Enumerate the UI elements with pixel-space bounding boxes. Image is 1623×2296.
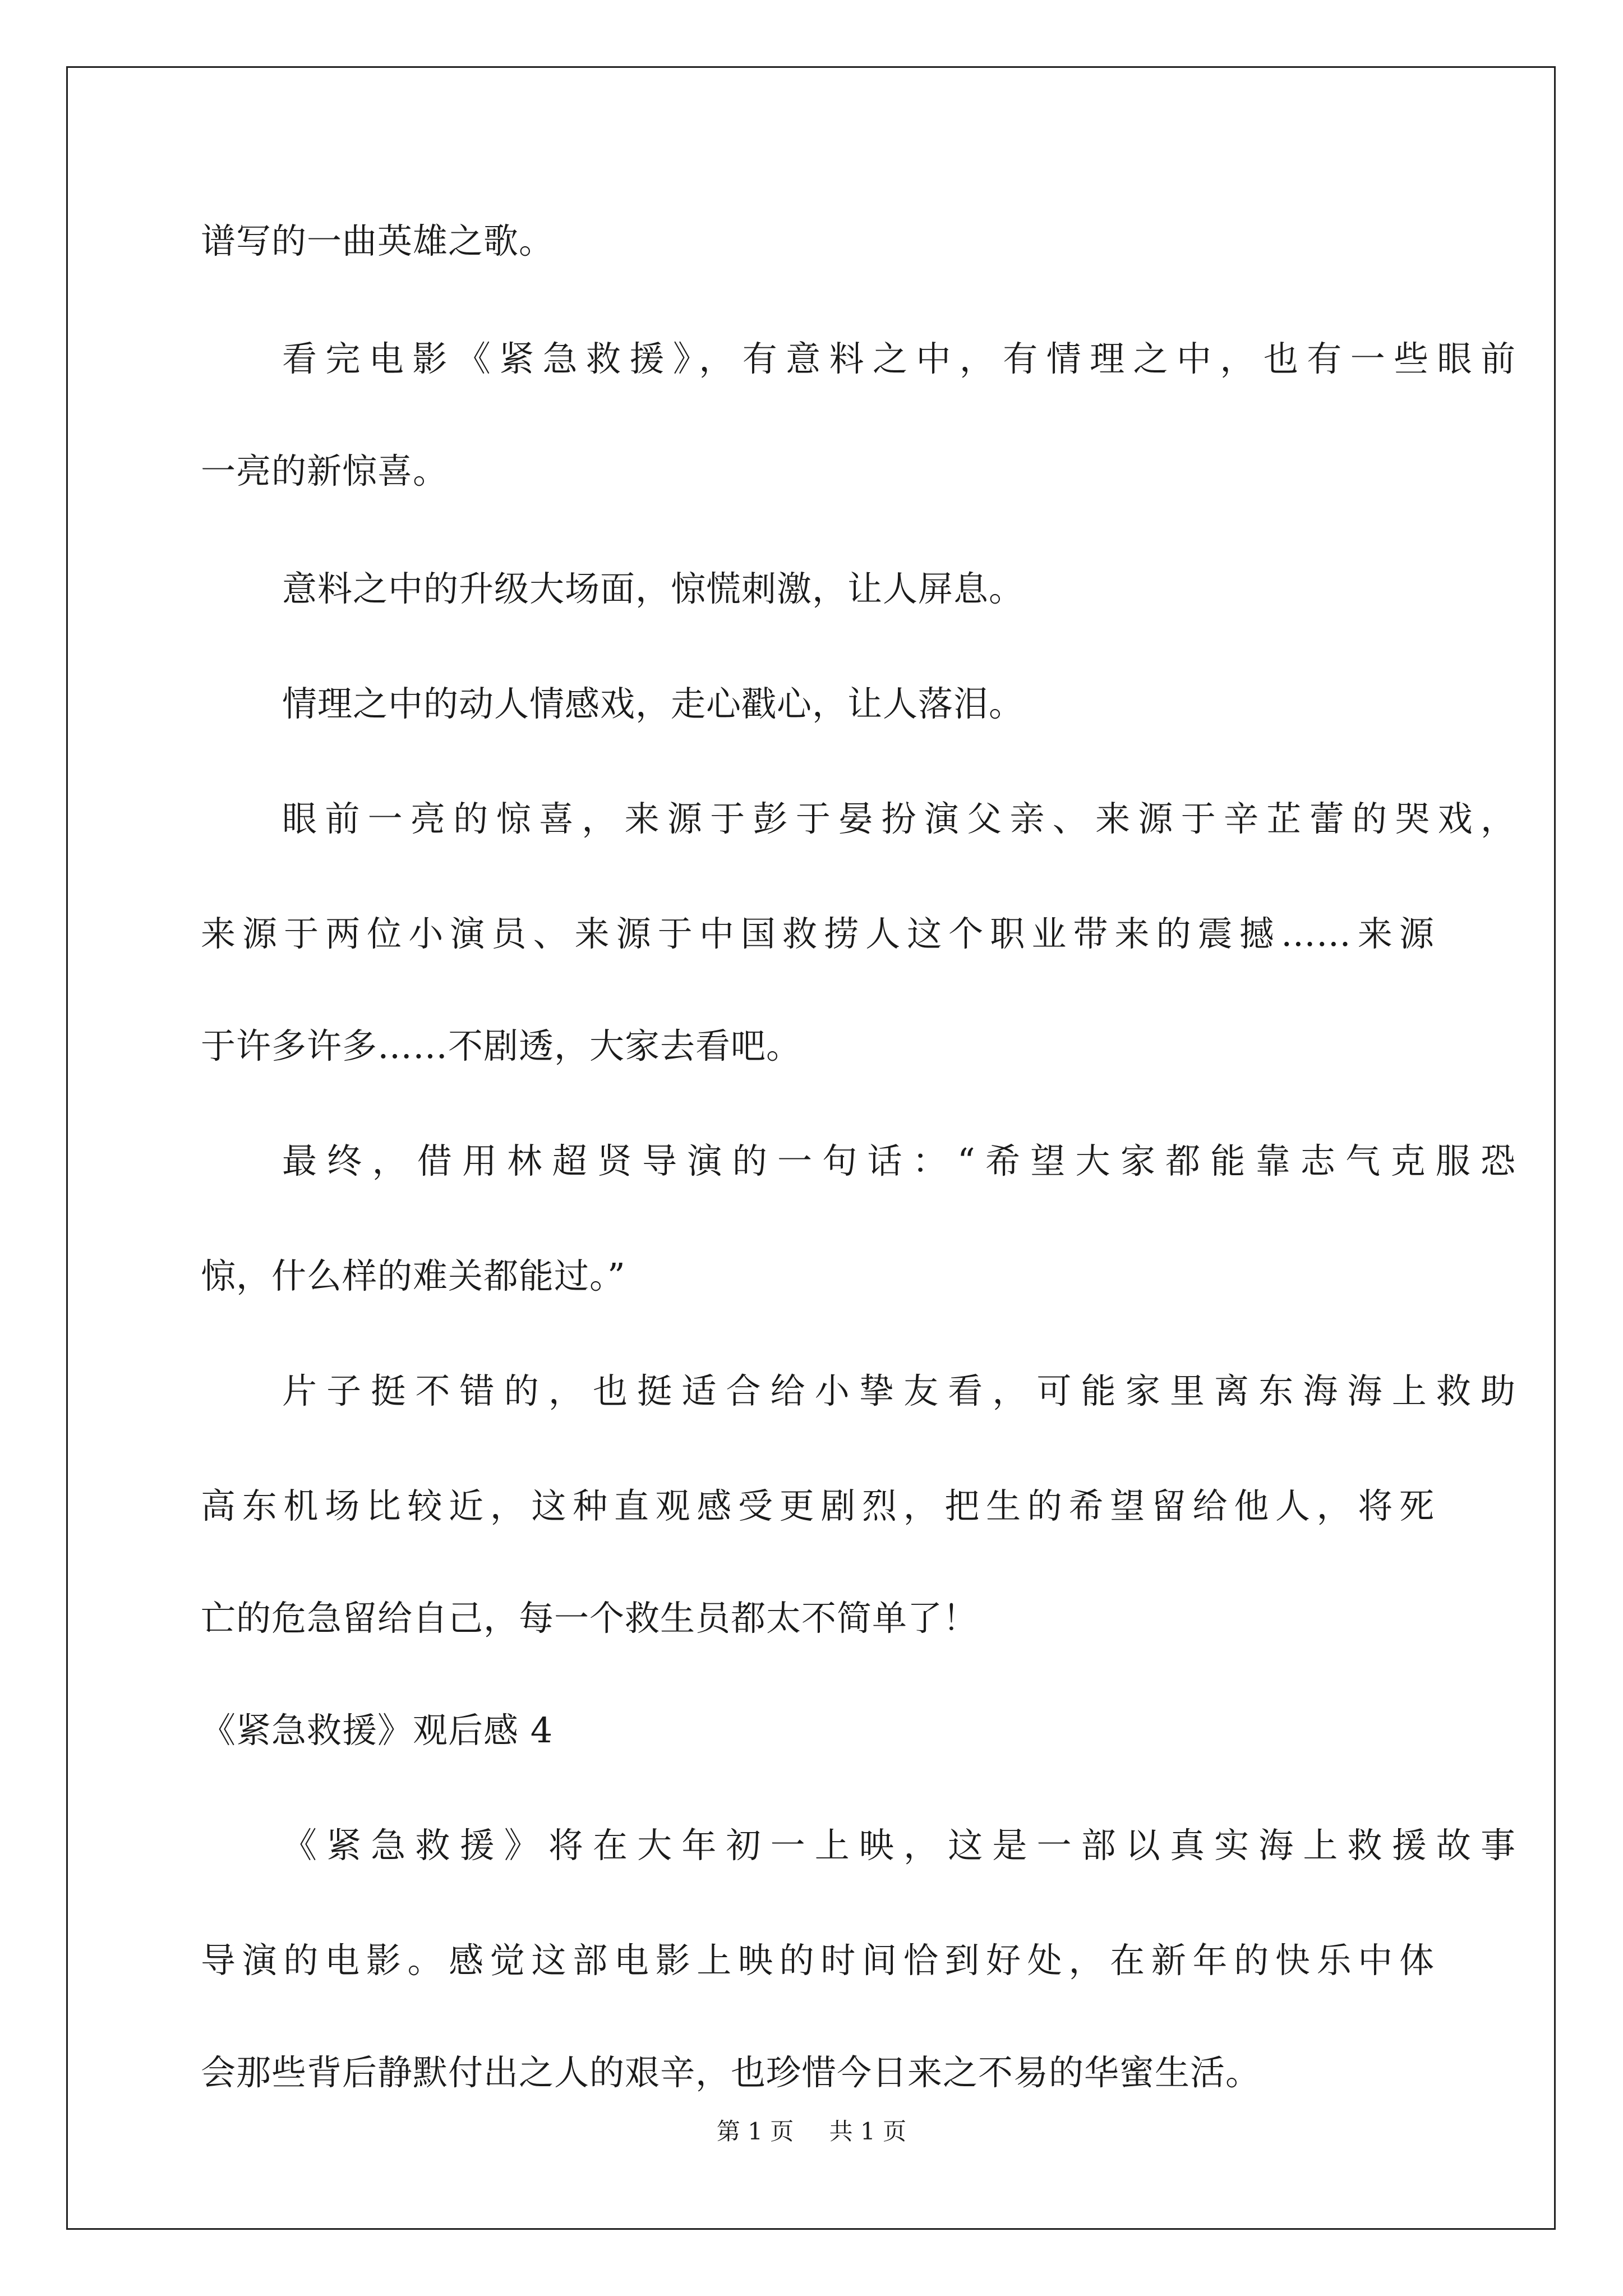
- paragraph-line: 亡的危急留给自己，每一个救生员都太不简单了！: [201, 1598, 979, 1639]
- paragraph-line: 导演的电影。感觉这部电影上映的时间恰到好处，在新年的快乐中体: [201, 1940, 1435, 1981]
- paragraph-line: 最终，借用林超贤导演的一句话：“希望大家都能靠志气克服恐: [282, 1140, 1516, 1181]
- paragraph-line: 意料之中的升级大场面，惊慌刺激，让人屏息。: [282, 568, 1025, 609]
- paragraph-line: 于许多许多……不剧透，大家去看吧。: [201, 1025, 802, 1066]
- paragraph-line: 眼前一亮的惊喜，来源于彭于晏扮演父亲、来源于辛芷蕾的哭戏，: [282, 798, 1516, 839]
- paragraph-line: 来源于两位小演员、来源于中国救捞人这个职业带来的震撼……来源: [201, 913, 1435, 954]
- section-heading: 《紧急救援》观后感 4: [201, 1710, 554, 1751]
- paragraph-line: 情理之中的动人情感戏，走心戳心，让人落泪。: [282, 683, 1025, 724]
- paragraph-line: 一亮的新惊喜。: [201, 450, 449, 491]
- paragraph-line: 谱写的一曲英雄之歌。: [201, 220, 555, 261]
- paragraph-line: 高东机场比较近，这种直观感受更剧烈，把生的希望留给他人，将死: [201, 1485, 1435, 1526]
- paragraph-line: 看完电影《紧急救援》，有意料之中，有情理之中，也有一些眼前: [282, 338, 1516, 379]
- page-count: 共 1 页: [829, 2118, 907, 2145]
- paragraph-line: 惊，什么样的难关都能过。”: [201, 1255, 626, 1296]
- paragraph-line: 片子挺不错的，也挺适合给小挚友看，可能家里离东海海上救助: [282, 1370, 1516, 1411]
- page-footer: [0, 2116, 1623, 2147]
- paragraph-line: 《紧急救援》将在大年初一上映，这是一部以真实海上救援故事: [282, 1825, 1516, 1866]
- page-number: 第 1 页: [716, 2118, 794, 2145]
- paragraph-line: 会那些背后静默付出之人的艰辛，也珍惜今日来之不易的华蜜生活。: [201, 2052, 1261, 2093]
